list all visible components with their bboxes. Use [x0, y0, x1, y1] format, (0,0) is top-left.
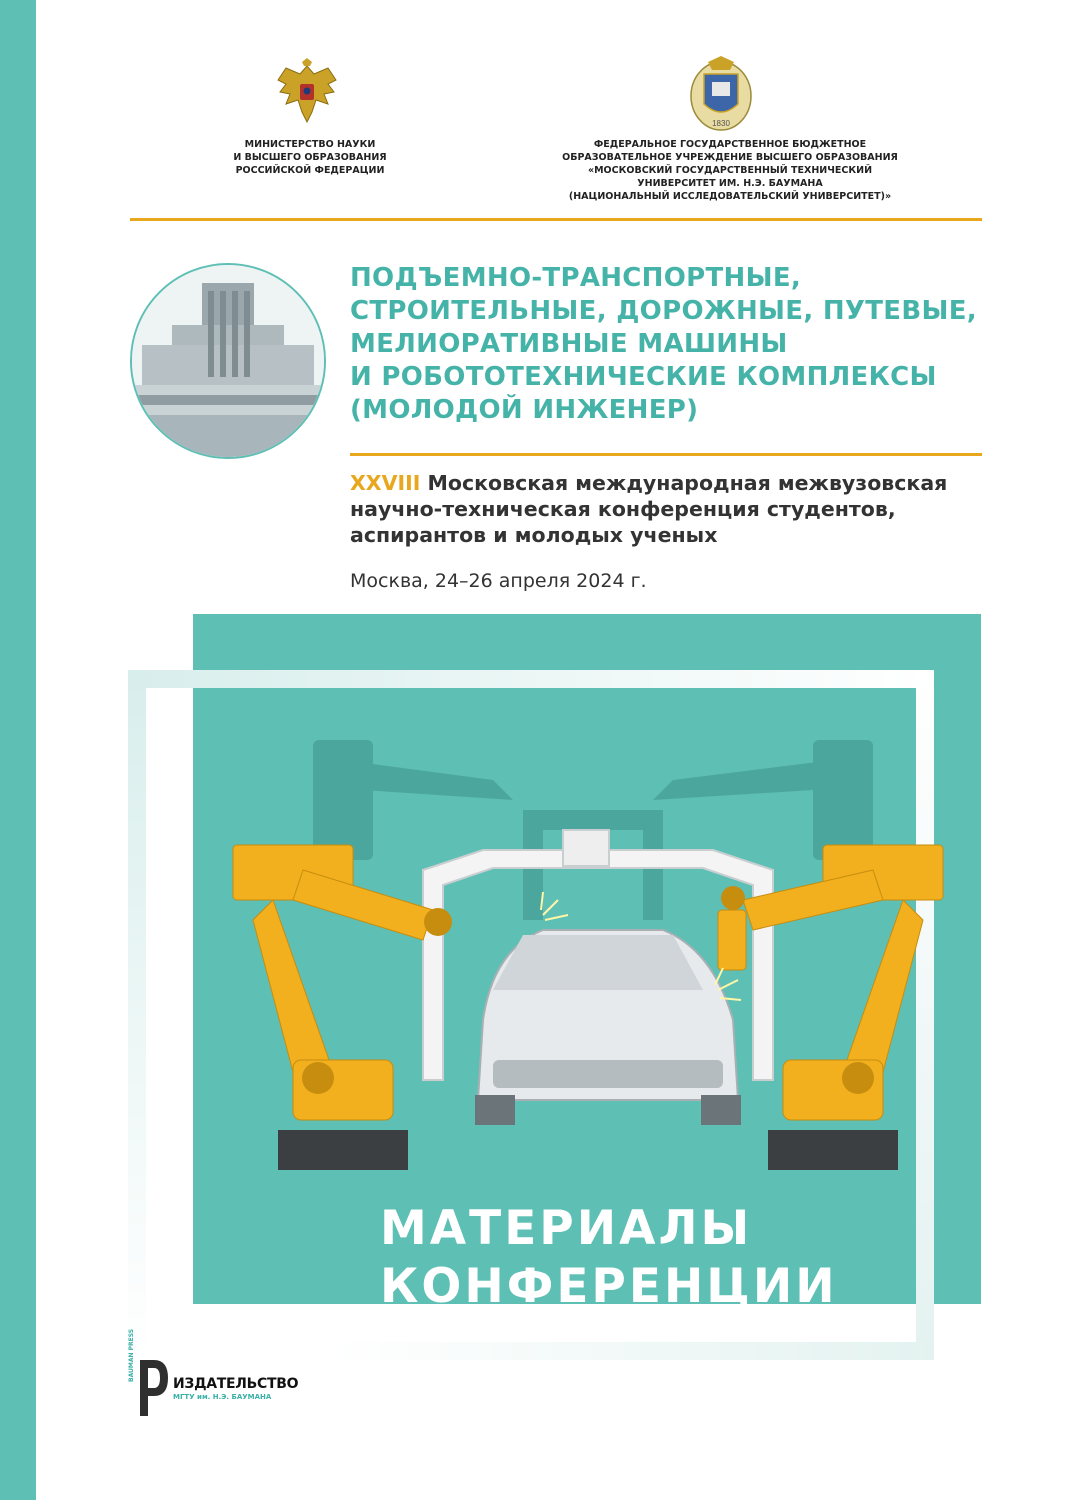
publisher-vertical-label: BAUMAN PRESS — [128, 1328, 135, 1382]
publisher-name: ИЗДАТЕЛЬСТВО — [173, 1376, 299, 1392]
conference-line — [350, 470, 990, 496]
conference-description — [350, 470, 990, 548]
bauman-press-logo-icon — [136, 1356, 170, 1420]
ministry-name — [200, 138, 420, 177]
frame-top-bar — [128, 670, 934, 688]
robots-welding-car-illustration — [193, 700, 981, 1180]
title-line: ПОДЪЕМНО-ТРАНСПОРТНЫЕ, — [350, 263, 802, 293]
place-date: Москва, 24–26 апреля 2024 г. — [350, 570, 647, 592]
university-line: ОБРАЗОВАТЕЛЬНОЕ УЧРЕЖДЕНИЕ ВЫСШЕГО ОБРАЗОВАНИЯ — [562, 152, 898, 163]
russian-eagle-emblem-icon — [272, 58, 342, 128]
publisher-subtitle: МГТУ им. Н.Э. БАУМАНА — [173, 1393, 272, 1401]
title-line: (МОЛОДОЙ ИНЖЕНЕР) — [350, 395, 699, 425]
ministry-line: И ВЫСШЕГО ОБРАЗОВАНИЯ — [233, 152, 387, 163]
ministry-line: РОССИЙСКОЙ ФЕДЕРАЦИИ — [235, 165, 385, 176]
university-name — [540, 138, 920, 203]
university-building-photo — [130, 263, 326, 459]
emblem-year: 1830 — [712, 119, 730, 128]
ministry-line: МИНИСТЕРСТВО НАУКИ — [244, 139, 376, 150]
university-line: УНИВЕРСИТЕТ ИМ. Н.Э. БАУМАНА — [637, 178, 823, 189]
university-line: (НАЦИОНАЛЬНЫЙ ИССЛЕДОВАТЕЛЬСКИЙ УНИВЕРСИТЕТ)» — [568, 191, 892, 202]
university-line: ФЕДЕРАЛЬНОЕ ГОСУДАРСТВЕННОЕ БЮДЖЕТНОЕ — [593, 139, 867, 150]
title-line: МЕЛИОРАТИВНЫЕ МАШИНЫ — [350, 329, 788, 359]
header-divider — [130, 218, 982, 221]
title-line: СТРОИТЕЛЬНЫЕ, ДОРОЖНЫЕ, ПУТЕВЫЕ, — [350, 296, 977, 326]
title-divider — [350, 453, 982, 456]
materials-line: МАТЕРИАЛЫ — [380, 1201, 753, 1256]
frame-left-bar — [128, 670, 146, 1360]
conference-line: аспирантов и молодых ученых — [350, 523, 718, 547]
materials-heading — [380, 1200, 838, 1316]
title-line: И РОБОТОТЕХНИЧЕСКИЕ КОМПЛЕКСЫ — [350, 362, 937, 392]
conference-line: научно-техническая конференция студентов, — [350, 497, 896, 521]
university-line: «МОСКОВСКИЙ ГОСУДАРСТВЕННЫЙ ТЕХНИЧЕСКИЙ — [587, 165, 873, 176]
conference-number: XXVIII — [350, 471, 421, 495]
conference-title — [350, 262, 990, 427]
left-teal-stripe — [0, 0, 36, 1500]
conference-line-text: Московская международная межвузовская — [420, 471, 948, 495]
materials-line: КОНФЕРЕНЦИИ — [380, 1259, 838, 1314]
frame-bottom-bar — [330, 1342, 934, 1360]
bmstu-emblem-icon — [686, 56, 756, 132]
